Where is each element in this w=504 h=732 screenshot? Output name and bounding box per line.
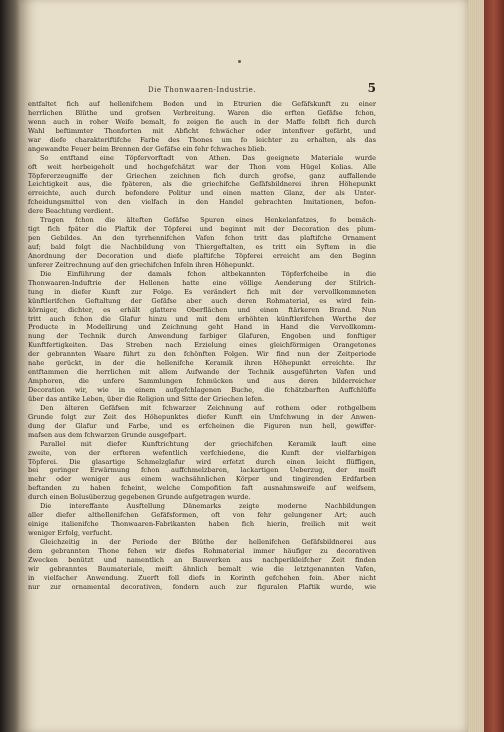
text-line: nahe gerückt, in der die hellenifche Keramik ihren Höhepunkt erreichte. Ihr <box>28 359 376 368</box>
text-line: angewandte Feuer beim Brennen der Gefäfse ein fehr fchwaches blieb. <box>28 144 267 153</box>
text-line: über das antike Leben, über die Religion und Sitte der Griechen lefen. <box>28 394 265 403</box>
running-title: Die Thonwaaren-Industrie. <box>148 86 256 94</box>
text-line: nung der Technik durch Anwendung farbiger Glafuren, Engoben und fonftiger <box>28 332 376 341</box>
text-line: dere Beachtung verdient. <box>28 207 114 216</box>
text-line: zweite, von der erfteren wefentlich verfchiedene, die Kunft der vielfarbigen <box>28 448 376 457</box>
body-text <box>28 100 376 592</box>
text-line: Die Einführung der damals fchon altbekannten Töpferfcheibe in die <box>40 269 376 278</box>
text-line: nur zur ornamental decorativen, fondern auch zur figuralen Plaftik wurde, wie <box>28 582 376 591</box>
text-line: Grunde folgt zur Zeit des Höhepunktes diefer Kunft ein Umfchwung in der Anwen- <box>28 412 376 421</box>
text-line: Anordnung der Decoration und diefe plaftifche Töpferei erreicht am den Beginn <box>28 251 376 260</box>
text-line: Parallel mit diefer Kunftrichtung der griechifchen Keramik lauft eine <box>40 439 376 448</box>
text-line: bei geringer Erwärmung fchon auffchmelzbaren, lackartigen Ueberzug, der meift <box>28 466 376 475</box>
text-line: Decoration wir, wie in einem aufgefchlagenen Buche, die fchätzbarften Auffchlüffe <box>28 386 376 394</box>
text-line: Zwecken benützt und namentlich an Bauwerken aus nachperikleifcher Zeit finden <box>28 555 376 564</box>
text-line: Thonwaaren-Induftrie der Hellenen hatte eine völlige Aenderung der Stilrich- <box>28 278 376 287</box>
text-line: wenn auch in roher Weife bemalt, fo zeigen fie auch in der Maffe felbft fich durch <box>28 117 376 126</box>
text-line: wir gebranntes Baumateriale, meift ähnlich bemalt wie die letztgenannten Vafen, <box>28 564 376 573</box>
text-line: auf; bald folgt die Nachbildung von Thiergeftalten, es tritt ein Syftem in die <box>28 243 376 251</box>
text-line: Kunftfertigkeiten. Das Streben nach Erzielung eines gleichförmigen Orangetones <box>28 341 376 350</box>
page-header <box>28 81 376 100</box>
book-gutter <box>0 0 22 732</box>
text-line: aller diefer altheIlenifchen Gefäfsformen, oft von fehr gelungener Art; auch <box>28 511 376 520</box>
text-line: weniger Erfolg, verfucht. <box>28 529 113 537</box>
text-line: Die intereffante Ausftellung Dänemarks zeigte moderne Nachbildungen <box>40 502 376 511</box>
text-line: der gebrannten Waare führt zu den fchönften Folgen. Wir find nun der Zeitperiode <box>28 350 376 359</box>
text-line: in vielfacher Anwendung. Zuerft foll diefs in Korinth gefchehen fein. Aber nicht <box>28 573 376 582</box>
text-line: Töpferei. Die glasartige Schmelzglafur wird erfetzt durch einen leicht flüffigen, <box>28 457 376 466</box>
text-line: herrlichen Blüthe und grofsen Verbreitung. Waren die erften Gefäfse fchon, <box>28 108 376 117</box>
text-line: entfaltet fich auf hellenifchem Boden und in Etrurien die Gefäfskunft zu einer <box>28 100 376 108</box>
text-line: unferer Zeitrechnung auf den griechifchen Infeln ihren Höhepunkt. <box>28 260 255 269</box>
text-line: fcheidungsmittel von den vielfach in den Handel gebrachten Imitationen, befon- <box>28 198 376 207</box>
page-edges <box>468 0 484 732</box>
page-number: 5 <box>367 81 376 95</box>
text-line: körniger, dichter, es erhält glattere Oberflächen und einen ftärkeren Brand. Nun <box>28 305 376 314</box>
text-line: tung in diefer Kunft zur Folge. Es verändert fich mit der vervollkommneten <box>28 287 376 296</box>
text-line: erreichte, auch durch befondere Politur und einen matten Glanz, der als Unter- <box>28 189 376 198</box>
text-line: Tragen fchon die älteften Gefäfse Spuren eines Henkelanfatzes, fo bemäch- <box>40 216 376 225</box>
text-line: Gleichzeitig in der Periode der Blüthe der hellenifchen Gefäfsbildnerei aus <box>40 537 376 546</box>
text-line: mafsen aus dem fchwarzen Grunde ausgefpart. <box>28 430 187 439</box>
text-line: Wahl beftimmter Thonforten mit Abficht fchwächer oder intenfiver gefärbt, und <box>28 126 376 135</box>
text-line: Den älteren Gefäfsen mit fchwarzer Zeichnung auf rothem oder rothgelbem <box>40 403 376 412</box>
text-line: tigt fich fpäter die Plaftik der Töpferei und beginnt mit der Decoration des plum- <box>28 225 376 234</box>
text-line: tritt auch fchon die Glafur hinzu und mit dem erhöhten künftlerifchen Werthe der <box>28 314 376 323</box>
text-line: beftanden zu haben fcheint, welche Compofition faft ausnahmsweife auf weifsem, <box>28 484 376 493</box>
ink-mark <box>238 60 241 63</box>
text-line: künftlerifchen Geftaltung der Gefäfse aber auch deren Rohmaterial, es wird fein- <box>28 296 376 305</box>
text-line: Amphoren, die unfere Sammlungen fchmücken und aus deren bilderreicher <box>28 377 376 386</box>
text-line: dem gebrannten Thone fehen wir diefes Rohmaterial immer häufiger zu decorativen <box>28 546 376 555</box>
book-cover-edge <box>484 0 504 732</box>
text-line: Producte in Modellirung und Zeichnung geht Hand in Hand die Vervollkomm- <box>28 323 376 332</box>
text-line: oft weit herbeigeholt und hochgefchätzt war der Thon vom Hügel Kolias. Alle <box>28 162 376 171</box>
text-line: Leichtigkeit aus, die fpäteren, als die griechifche Gefäfsbildnerei ihren Höhepunkt <box>28 180 376 189</box>
text-line: dung der Glafur und Farbe, und es erfcheinen die Figuren nun hell, gewiffer- <box>28 421 376 430</box>
text-line: Töpfererzeugniffe der Griechen zeichnen fich durch grofse, ganz auffallende <box>28 171 376 180</box>
text-line: durch einen Bolusüberzug gegebenen Grunde aufgetragen wurde. <box>28 493 251 502</box>
text-line: pen Gebildes. An den tyrrhennifchen Vafen fchon tritt das plaftifche Ornament <box>28 234 376 243</box>
text-line: war diefe charakteriftifche Farbe des Thones um fo leichter zu erhalten, als das <box>28 135 376 144</box>
text-line: mehr oder weniger aus einem wachsähnlichen Körper und tingirenden Erdfarben <box>28 475 376 484</box>
text-line: einige italienifche Thonwaaren-Fabrikanten haben fich hierin, freilich mit weit <box>28 520 376 529</box>
text-line: entftammen die herrlichen mit allem Aufwande der Technik ausgeführten Vafen und <box>28 368 376 377</box>
text-line: So entftand eine Töpfervorftadt von Athen. Das geeignete Materiale wurde <box>40 153 376 162</box>
